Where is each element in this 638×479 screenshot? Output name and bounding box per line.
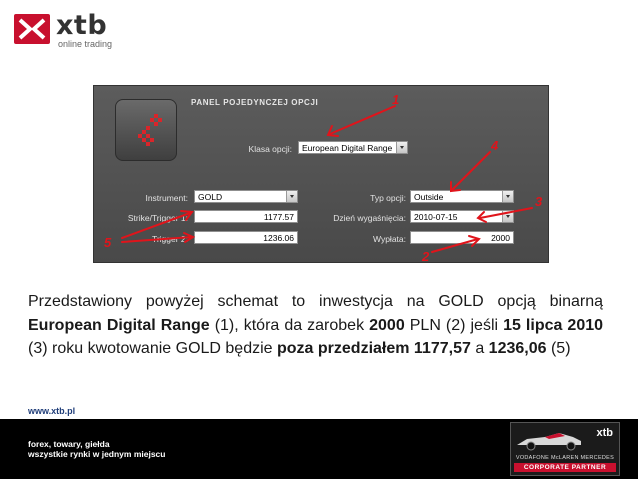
caption-bold: European Digital Range: [28, 316, 210, 334]
strike1-label: Strike/Trigger 1:: [127, 213, 188, 223]
payout-label: Wypłata:: [373, 234, 406, 244]
logo-tagline: online trading: [58, 39, 113, 49]
option-class-label: Klasa opcji:: [248, 144, 292, 154]
website-link[interactable]: www.xtb.pl: [28, 406, 76, 416]
caption-text: Przedstawiony powyżej schemat to inwestycja na GOLD opcją binarną: [28, 293, 603, 310]
caption-text: (3) roku kwotowanie GOLD będzie: [28, 340, 277, 357]
annotation-number: 5: [104, 235, 112, 250]
description-text: [28, 290, 603, 361]
caption-bold: poza przedziałem 1177,57: [277, 340, 471, 357]
strike1-input[interactable]: 1177.57: [194, 210, 298, 223]
chevron-down-icon[interactable]: [502, 211, 513, 222]
expiry-date-picker[interactable]: [410, 210, 514, 223]
logo-name: xtb: [56, 10, 108, 41]
payout-input[interactable]: 2000: [410, 231, 514, 244]
footer: [0, 419, 638, 479]
single-option-panel: [93, 85, 549, 263]
expiry-label: Dzień wygaśnięcia:: [333, 213, 406, 223]
caption-bold: 1236,06: [488, 340, 547, 357]
xtb-x-logo-icon: [14, 14, 50, 44]
strike2-input[interactable]: 1236.06: [194, 231, 298, 244]
chevron-down-icon[interactable]: [396, 142, 407, 153]
option-type-label: Typ opcji:: [370, 193, 406, 203]
annotation-number: 3: [535, 194, 543, 209]
mclaren-partner-badge: [510, 422, 620, 476]
option-type-value: Outside: [414, 192, 444, 202]
race-car-icon: [515, 427, 585, 451]
expiry-value: 2010-07-15: [414, 212, 458, 222]
badge-brand: xtb: [596, 427, 613, 439]
footer-slogan-2: wszystkie rynki w jednym miejscu: [28, 449, 166, 459]
annotation-number: 2: [422, 249, 430, 264]
instrument-value: GOLD: [198, 192, 223, 202]
caption-text: a: [470, 340, 489, 357]
instrument-label: Instrument:: [145, 193, 188, 203]
caption-bold: 15 lipca 2010: [503, 316, 604, 334]
option-class-select[interactable]: [298, 141, 408, 154]
footer-slogan-1: forex, towary, giełda: [28, 439, 110, 449]
caption-bold: 2000: [369, 316, 405, 334]
chevron-down-icon[interactable]: [286, 191, 297, 202]
badge-partner: CORPORATE PARTNER: [514, 463, 616, 472]
option-arrows-icon: [115, 99, 177, 161]
chevron-down-icon[interactable]: [502, 191, 513, 202]
panel-title: PANEL POJEDYNCZEJ OPCJI: [191, 98, 319, 107]
badge-team: VODAFONE McLAREN MERCEDES: [515, 455, 615, 461]
instrument-select[interactable]: [194, 190, 298, 203]
option-type-select[interactable]: [410, 190, 514, 203]
caption-text: PLN (2) jeśli: [404, 316, 504, 334]
annotation-number: 1: [392, 92, 400, 107]
caption-text: (1), która da zarobek: [209, 316, 370, 334]
option-class-value: European Digital Range: [302, 143, 393, 153]
annotation-number: 4: [491, 138, 499, 153]
xtb-logo: [14, 10, 124, 50]
caption-text: (5): [546, 340, 571, 357]
strike2-label: Trigger 2:: [151, 234, 188, 244]
